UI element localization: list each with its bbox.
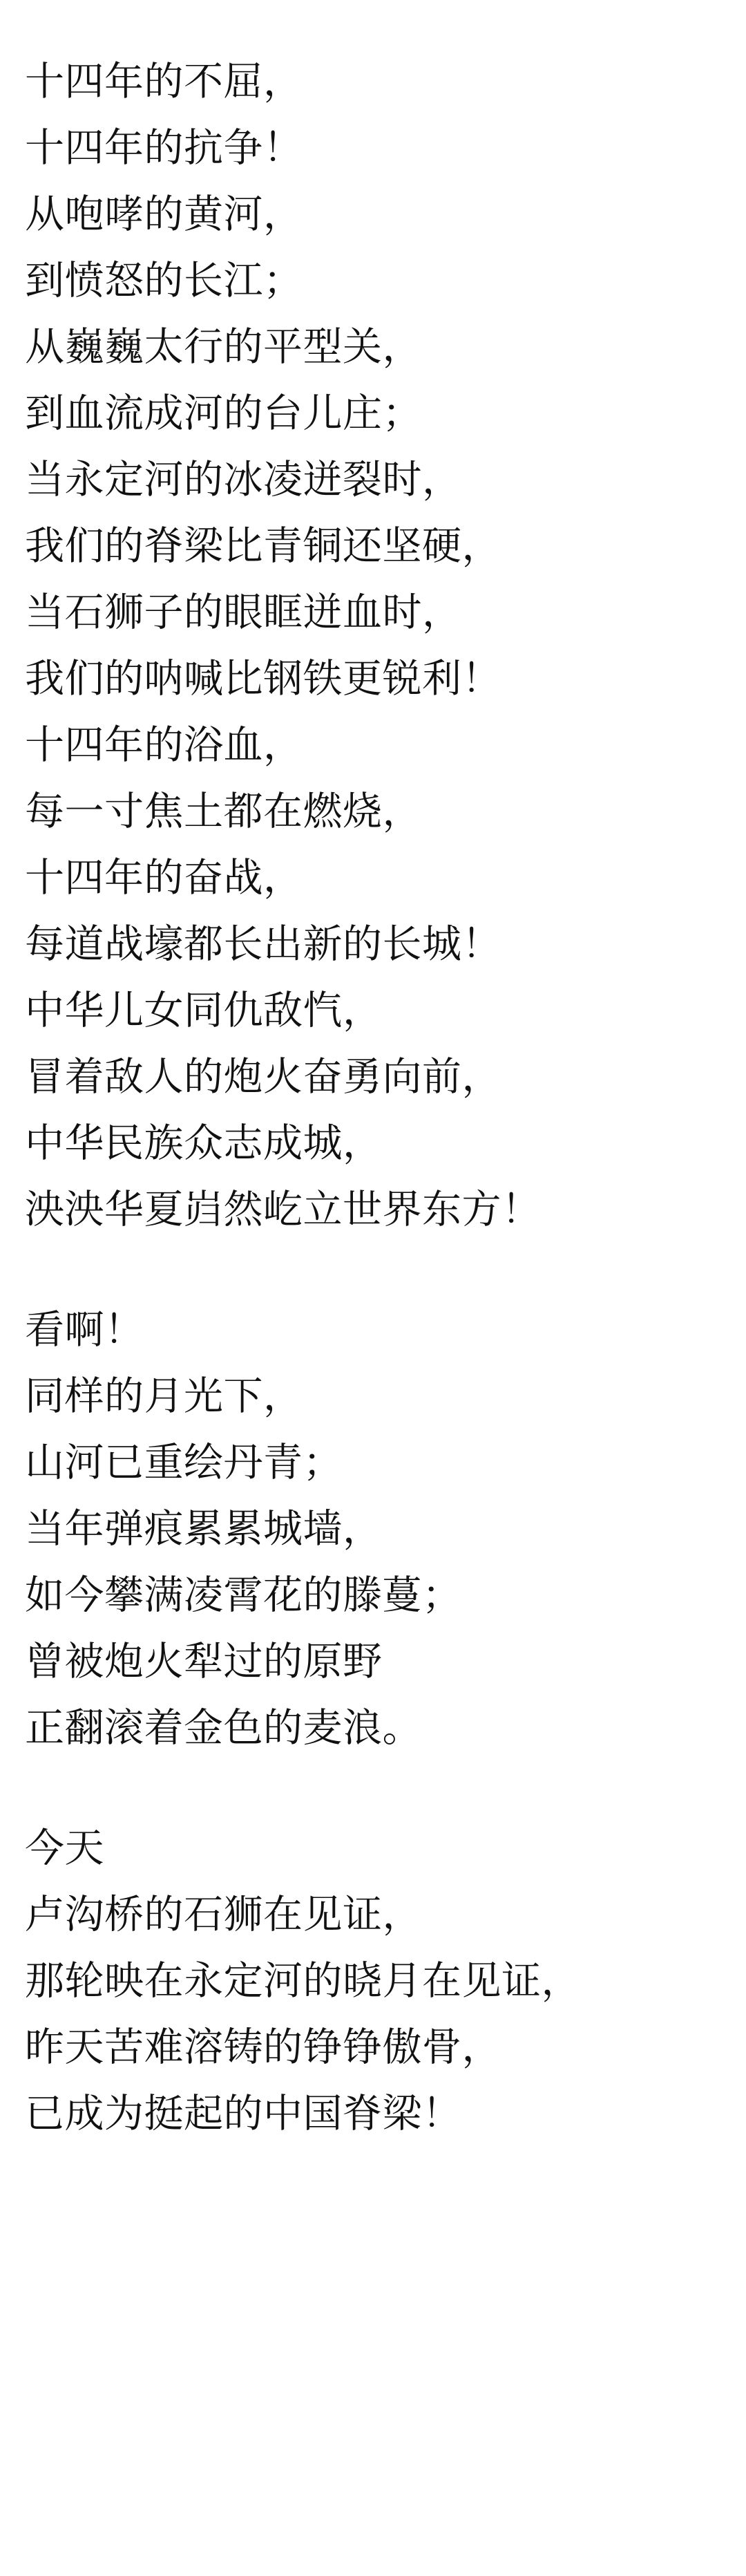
- poem-line: 每一寸焦土都在燃烧，: [25, 789, 422, 834]
- poem-line: 十四年的奋战，: [25, 856, 303, 900]
- poem-line: 冒着敌人的炮火奋勇向前，: [25, 1055, 501, 1099]
- poem-line: 到血流成河的台儿庄；: [25, 391, 422, 435]
- poem-line: 泱泱华夏岿然屹立世界东方！: [25, 1187, 542, 1232]
- poem-line: 每道战壕都长出新的长城！: [25, 922, 501, 966]
- poem-stanza: [25, 48, 721, 1243]
- poem-line: 当年弹痕累累城墙，: [25, 1507, 383, 1551]
- poem-line: 当石狮子的眼眶迸血时，: [25, 590, 462, 634]
- poem-line: 看啊！: [25, 1308, 144, 1352]
- poem-stanza: [25, 1297, 721, 1761]
- poem-line: 那轮映在永定河的晓月在见证，: [25, 1959, 581, 2003]
- poem-line: 山河已重绘丹青；: [25, 1440, 343, 1485]
- poem-line: 我们的呐喊比钢铁更锐利！: [25, 657, 501, 701]
- poem-line: 到愤怒的长江；: [25, 258, 303, 303]
- poem-line: 中华儿女同仇敌忾，: [25, 988, 383, 1033]
- poem-line: 今天: [25, 1826, 104, 1870]
- poem-line: 曾被炮火犁过的原野: [25, 1639, 383, 1684]
- poem-line: 昨天苦难溶铸的铮铮傲骨，: [25, 2025, 501, 2069]
- poem-line: 从巍巍太行的平型关，: [25, 325, 422, 369]
- poem-line: 中华民族众志成城，: [25, 1121, 383, 1165]
- poem-stanza: [25, 1815, 721, 2147]
- poem-line: 正翻滚着金色的麦浪。: [25, 1706, 422, 1750]
- poem-body: [25, 48, 721, 2147]
- poem-line: 从咆哮的黄河，: [25, 192, 303, 236]
- poem-line: 十四年的不屈，: [25, 59, 303, 104]
- poem-line: 如今攀满凌霄花的滕蔓；: [25, 1573, 462, 1617]
- poem-line: 我们的脊梁比青铜还坚硬，: [25, 524, 501, 568]
- poem-line: 当永定河的冰凌迸裂时，: [25, 458, 462, 502]
- poem-line: 卢沟桥的石狮在见证，: [25, 1892, 422, 1937]
- poem-line: 同样的月光下，: [25, 1374, 303, 1418]
- poem-line: 十四年的浴血，: [25, 723, 303, 767]
- poem-line: 已成为挺起的中国脊梁！: [25, 2091, 462, 2136]
- poem-line: 十四年的抗争！: [25, 126, 303, 170]
